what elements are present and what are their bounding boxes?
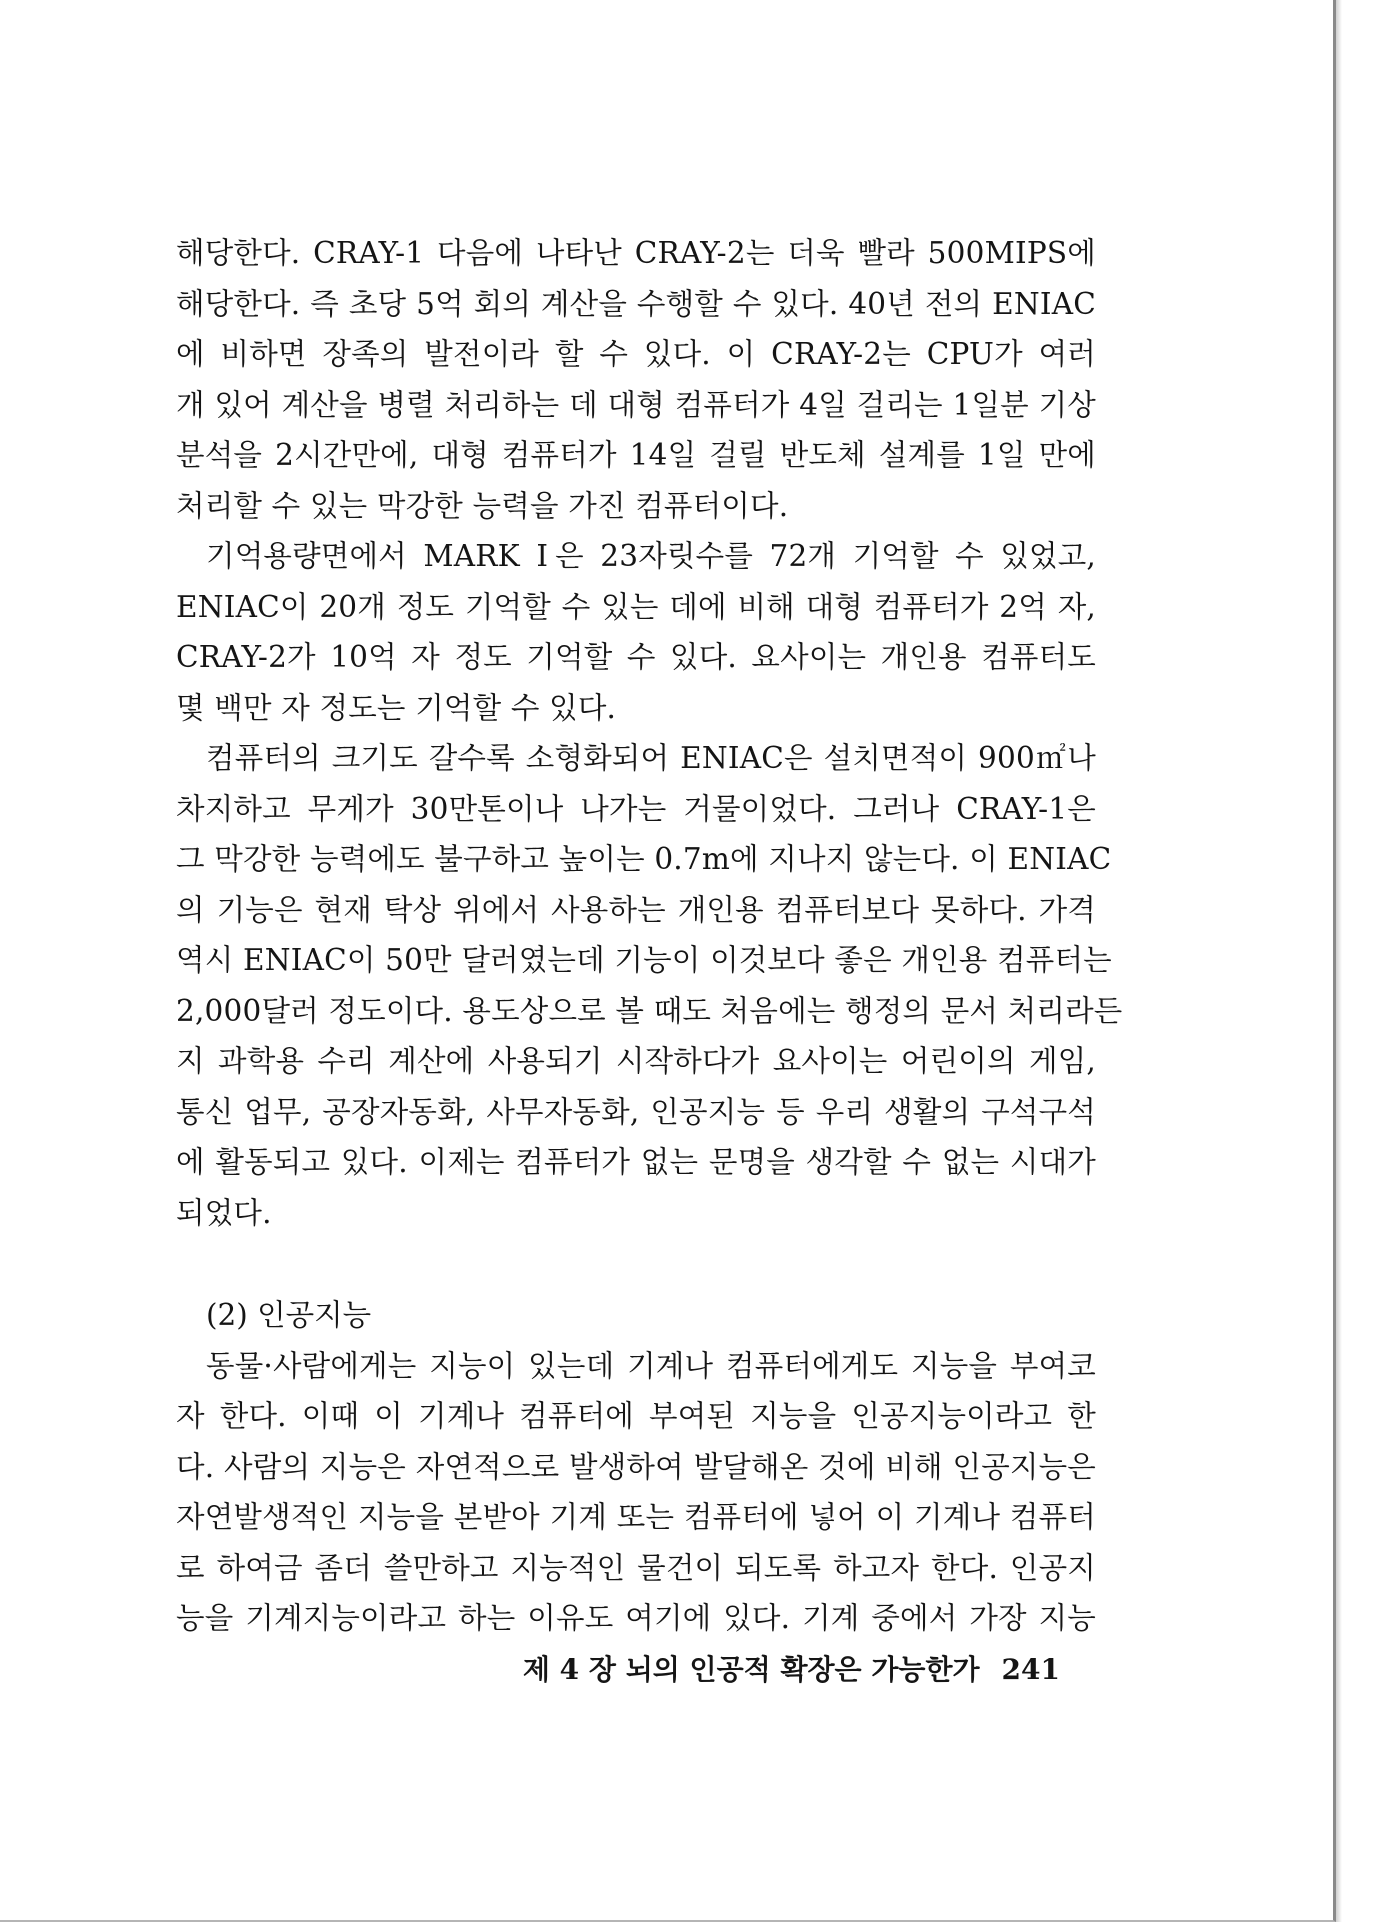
text-line: 자 한다. 이때 이 기계나 컴퓨터에 부여된 지능을 인공지능이라고 한 bbox=[176, 1399, 1096, 1433]
text-line: 에 활동되고 있다. 이제는 컴퓨터가 없는 문명을 생각할 수 없는 시대가 bbox=[176, 1145, 1096, 1179]
text-line: 컴퓨터의 크기도 갈수록 소형화되어 ENIAC은 설치면적이 900㎡나 bbox=[206, 741, 1096, 775]
text-line: 해당한다. 즉 초당 5억 회의 계산을 수행할 수 있다. 40년 전의 ENIAC bbox=[176, 286, 1096, 321]
running-chapter-title: 제 4 장 뇌의 인공적 확장은 가능한가 bbox=[522, 1653, 980, 1686]
text-line: 에 비하면 장족의 발전이라 할 수 있다. 이 CRAY-2는 CPU가 여러 bbox=[176, 337, 1096, 371]
text-line: 2,000달러 정도이다. 용도상으로 볼 때도 처음에는 행정의 문서 처리라든 bbox=[176, 993, 1123, 1028]
text-line: 되었다. bbox=[176, 1195, 272, 1230]
page-number: 241 bbox=[1001, 1653, 1060, 1686]
page-body bbox=[176, 228, 1123, 1644]
text-line: 분석을 2시간만에, 대형 컴퓨터가 14일 걸릴 반도체 설계를 1일 만에 bbox=[176, 438, 1096, 472]
text-line: 차지하고 무게가 30만톤이나 나가는 거물이었다. 그러나 CRAY-1은 bbox=[176, 791, 1096, 826]
text-line: 기억용량면에서 MARK Ⅰ은 23자릿수를 72개 기억할 수 있었고, bbox=[206, 539, 1096, 573]
text-line: 자연발생적인 지능을 본받아 기계 또는 컴퓨터에 넣어 이 기계나 컴퓨터 bbox=[176, 1500, 1096, 1534]
text-line: 해당한다. CRAY-1 다음에 나타난 CRAY-2는 더욱 빨라 500MIPS에 bbox=[176, 236, 1096, 270]
text-line: 지 과학용 수리 계산에 사용되기 시작하다가 요사이는 어린이의 게임, bbox=[176, 1044, 1096, 1078]
text-line: 다. 사람의 지능은 자연적으로 발생하여 발달해온 것에 비해 인공지능은 bbox=[176, 1449, 1096, 1484]
page-edge-shadow bbox=[1336, 0, 1342, 1922]
paragraph-memory-capacity bbox=[176, 531, 1096, 733]
paragraph-cray2 bbox=[176, 228, 1096, 531]
section-gap bbox=[176, 1238, 1096, 1290]
text-line: 몇 백만 자 정도는 기억할 수 있다. bbox=[176, 690, 617, 725]
text-line: 개 있어 계산을 병렬 처리하는 데 대형 컴퓨터가 4일 걸리는 1일분 기상 bbox=[176, 387, 1096, 422]
text-line: 동물·사람에게는 지능이 있는데 기계나 컴퓨터에게도 지능을 부여코 bbox=[206, 1348, 1096, 1383]
text-line: 역시 ENIAC이 50만 달러였는데 기능이 이것보다 좋은 개인용 컴퓨터는 bbox=[176, 943, 1112, 977]
section-heading: (2) 인공지능 bbox=[206, 1298, 372, 1332]
text-line: 그 막강한 능력에도 불구하고 높이는 0.7m에 지나지 않는다. 이 ENIAC bbox=[176, 842, 1112, 876]
text-line: ENIAC이 20개 정도 기억할 수 있는 데에 비해 대형 컴퓨터가 2억 자, bbox=[176, 589, 1096, 624]
text-line: 처리할 수 있는 막강한 능력을 가진 컴퓨터이다. bbox=[176, 488, 789, 523]
paragraph-artificial-intelligence bbox=[176, 1341, 1096, 1644]
text-line: 능을 기계지능이라고 하는 이유도 여기에 있다. 기계 중에서 가장 지능 bbox=[176, 1601, 1096, 1635]
page-footer bbox=[176, 1648, 1060, 1688]
text-line: 의 기능은 현재 탁상 위에서 사용하는 개인용 컴퓨터보다 못하다. 가격 bbox=[176, 892, 1096, 927]
text-line: CRAY-2가 10억 자 정도 기억할 수 있다. 요사이는 개인용 컴퓨터도 bbox=[176, 640, 1096, 674]
text-line: 통신 업무, 공장자동화, 사무자동화, 인공지능 등 우리 생활의 구석구석 bbox=[176, 1094, 1096, 1129]
paragraph-computer-size bbox=[176, 733, 1123, 1238]
text-line: 로 하여금 좀더 쓸만하고 지능적인 물건이 되도록 하고자 한다. 인공지 bbox=[176, 1550, 1096, 1585]
